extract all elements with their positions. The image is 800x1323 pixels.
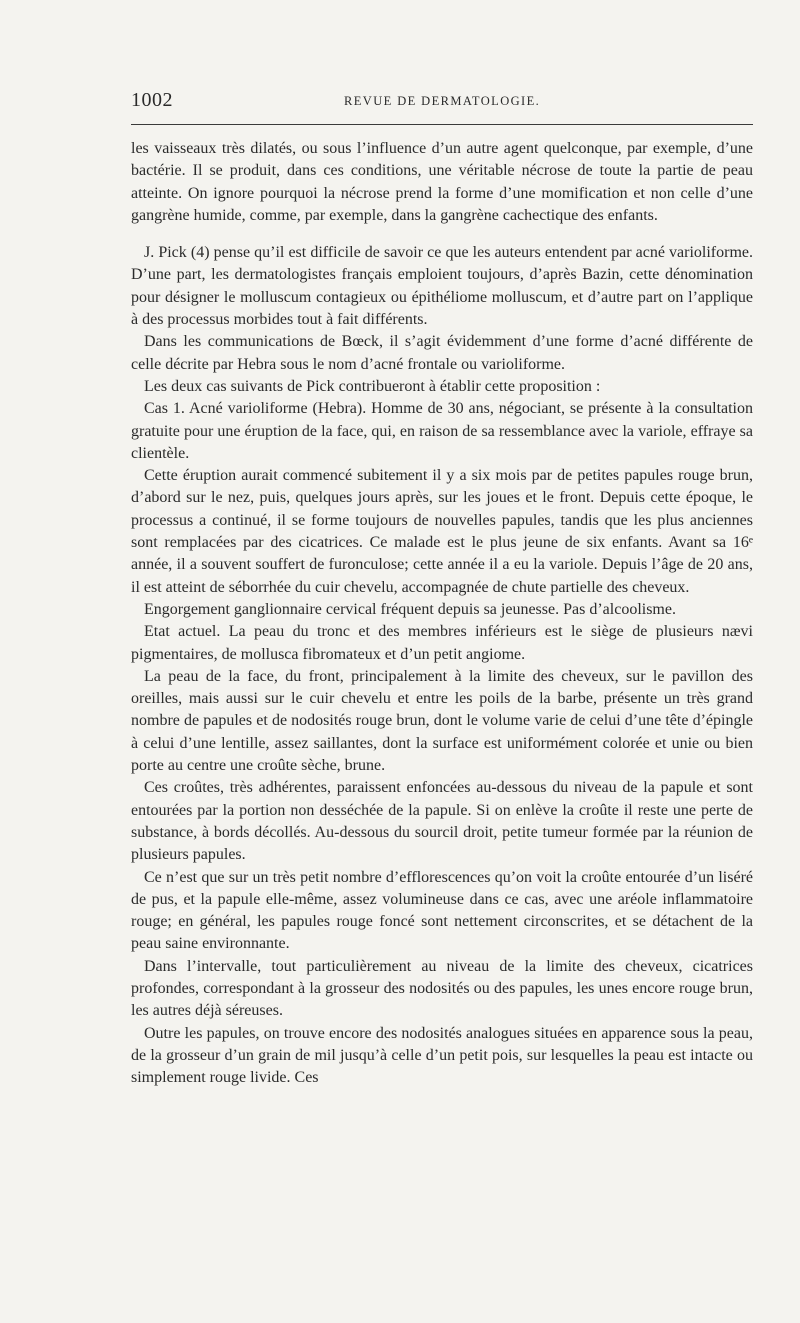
paragraph: les vaisseaux très dilatés, ou sous l’influence d’un autre agent quelconque, par exemple, d’une bactérie. Il se produit, dans ces conditions, une véritable nécrose de toute la partie de peau atteinte. On ignore pourquoi la nécrose prend la forme d’une momification et non celle d’une gangrène humide, comme, par exemple, dans la gangrène cachectique des enfants. [131,140,753,224]
paragraph: Dans les communications de Bœck, il s’agit évidemment d’une forme d’acné différente de celle décrite par Hebra sous le nom d’acné frontale ou varioliforme. [131,333,753,373]
paragraph: Cas 1. Acné varioliforme (Hebra). Homme de 30 ans, négociant, se présente à la consultation gratuite pour une éruption de la face, qui, en raison de sa ressemblance avec la variole, effraye sa clientèle. [131,400,753,462]
paragraph: La peau de la face, du front, principalement à la limite des cheveux, sur le pavillon des oreilles, mais aussi sur le cuir chevelu et entre les poils de la barbe, présente un très grand nombre de papules et de nodosités rouge brun, dont le volume varie de celui d’une tête d’épingle à celui d’une lentille, assez saillantes, dont la surface est uniformément colorée et unie ou bien porte au centre une croûte sèche, brune. [131,667,753,775]
paragraph: Ce n’est que sur un très petit nombre d’efflorescences qu’on voit la croûte entourée d’un liséré de pus, et la papule elle-même, assez volumineuse dans ce cas, avec une aréole inflammatoire rouge; en général, les papules rouge foncé sont nettement circonscrites, et se détachent de la peau saine environnante. [131,868,753,953]
paragraph: Ces croûtes, très adhérentes, paraissent enfoncées au-dessous du niveau de la papule et sont entourées par la portion non desséchée de la papule. Si on enlève la croûte il reste une perte de substance, à bords décollés. Au-dessous du sourcil droit, petite tumeur formée par la réunion de plusieurs papules. [131,779,753,864]
paragraph: Les deux cas suivants de Pick contribueront à établir cette proposition : [144,377,601,395]
page-number: 1002 [131,89,173,111]
paragraph: Outre les papules, on trouve encore des nodosités analogues situées en apparence sous la peau, de la grosseur d’un grain de mil jusqu’à celle d’un petit pois, sur lesquelles la peau est intacte ou simplement rouge livide. Ces [131,1024,753,1087]
paragraph: Dans l’intervalle, tout particulièrement au niveau de la limite des cheveux, cicatrices profondes, correspondant à la grosseur des nodosités ou des papules, les unes encore rouge brun, les autres déjà séreuses. [131,957,753,1020]
header-rule [131,124,753,125]
paragraph: Engorgement ganglionnaire cervical fréquent depuis sa jeunesse. Pas d’alcoolisme. [144,600,676,618]
article-body [131,138,753,1089]
page-header [131,89,753,109]
paragraph: Etat actuel. La peau du tronc et des membres inférieurs est le siège de plusieurs nævi pigmentaires, de mollusca fibromateux et d’un petit angiome. [131,623,753,663]
paragraph: Cette éruption aurait commencé subitement il y a six mois par de petites papules rouge brun, d’abord sur le nez, puis, quelques jours après, sur les joues et le front. Depuis cette époque, le processus a continué, il se forme toujours de nouvelles papules, tandis que les plus anciennes sont remplacées par des cicatrices. Ce malade est le plus jeune de six enfants. Avant sa 16ᵉ année, il a souvent souffert de furonculose; cette année il a eu la variole. Depuis l’âge de 20 ans, il est atteint de séborrhée du cuir chevelu, accompagnée de chute partielle des cheveux. [131,467,753,596]
running-title: REVUE DE DERMATOLOGIE. [344,94,541,108]
paragraph: J. Pick (4) pense qu’il est difficile de savoir ce que les auteurs entendent par acné varioliforme. D’une part, les dermatologistes français emploient toujours, d’après Bazin, cette dénomination pour désigner le molluscum contagieux ou épithéliome molluscum, et d’autre part on l’applique à des processus morbides tout à fait différents. [131,244,753,329]
